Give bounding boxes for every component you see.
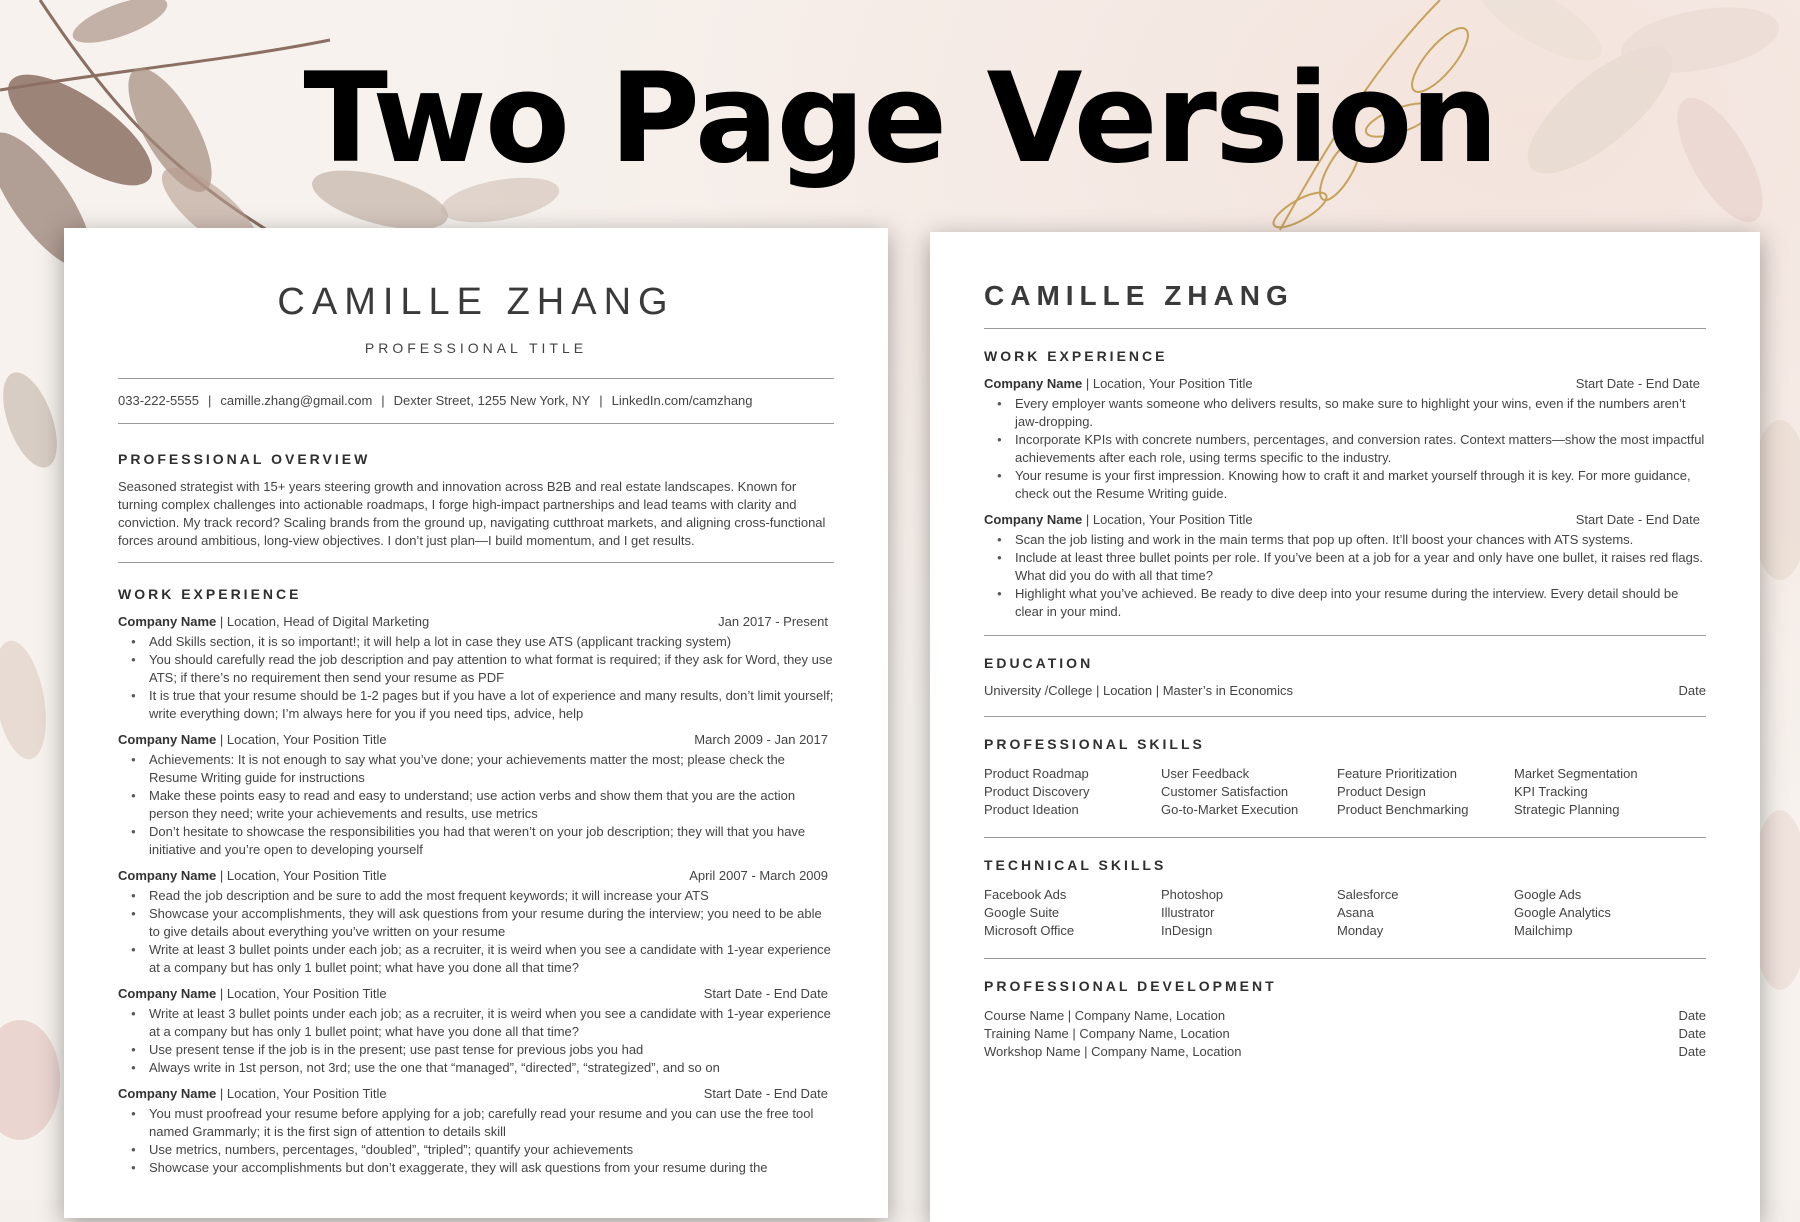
divider bbox=[984, 716, 1706, 717]
job-bullets bbox=[118, 887, 834, 977]
job-bullet: ● Showcase your accomplishments but don’t exaggerate, they will ask questions from your resume during the bbox=[149, 1159, 834, 1177]
job-bullet: ● You must proofread your resume before applying for a job; carefully read your resume and you can use the free tool named Grammarly; it is the first sign of attention to details skill bbox=[149, 1105, 834, 1141]
development-detail: Workshop Name | Company Name, Location bbox=[984, 1044, 1242, 1059]
professional-skills-heading: PROFESSIONAL SKILLS bbox=[984, 736, 1205, 752]
skills-column bbox=[984, 765, 1161, 819]
job-bullets bbox=[118, 751, 834, 859]
work-experience-list bbox=[984, 375, 1706, 621]
development-detail: Course Name | Company Name, Location bbox=[984, 1008, 1226, 1023]
job-bullet: ● Highlight what you’ve achieved. Be ready to dive deep into your resume during the interview. Every detail should be clear in your mind. bbox=[1015, 585, 1706, 621]
company-name: Company Name bbox=[118, 1086, 217, 1101]
job-bullets bbox=[118, 633, 834, 723]
skill-item: Salesforce bbox=[1337, 887, 1399, 902]
job-entry bbox=[118, 985, 834, 1077]
education-date: Date bbox=[1678, 683, 1706, 698]
development-date: Date bbox=[1678, 1008, 1706, 1023]
company-name: Company Name bbox=[984, 376, 1083, 391]
job-bullets bbox=[118, 1105, 834, 1177]
company-name: Company Name bbox=[118, 868, 217, 883]
job-bullet: ● It is true that your resume should be 1-2 pages but if you have a lot of experience and many results, don’t limit yourself; write everything down; I’m always here for you if you need tips, advice, help bbox=[149, 687, 834, 723]
skills-column bbox=[984, 886, 1161, 940]
company-name: Company Name bbox=[118, 614, 217, 629]
job-location-title: | Location, Your Position Title bbox=[216, 1086, 387, 1101]
job-header bbox=[118, 985, 834, 1003]
job-location-title: | Location, Head of Digital Marketing bbox=[216, 614, 430, 629]
job-header bbox=[984, 375, 1706, 393]
skill-item: Monday bbox=[1337, 923, 1384, 938]
resume-page-one bbox=[64, 228, 888, 1218]
linkedin: LinkedIn.com/camzhang bbox=[611, 393, 753, 408]
resume-page-two bbox=[930, 232, 1760, 1222]
education-heading: EDUCATION bbox=[984, 655, 1094, 671]
contact-separator: | bbox=[381, 393, 385, 408]
job-bullet: ● Scan the job listing and work in the main terms that pop up often. It’ll boost your chances with ATS systems. bbox=[1015, 531, 1706, 549]
job-entry bbox=[118, 867, 834, 977]
skill-item: KPI Tracking bbox=[1514, 784, 1588, 799]
development-row bbox=[984, 1007, 1706, 1025]
divider bbox=[984, 837, 1706, 838]
job-bullet: ● Every employer wants someone who delivers results, so make sure to highlight your wins, even if the numbers aren’t jaw-dropping. bbox=[1015, 395, 1706, 431]
development-row bbox=[984, 1025, 1706, 1043]
job-bullet: ● Incorporate KPIs with concrete numbers, percentages, and conversion rates. Context matters—show the most impactful achievements after each role, using terms specific to the industry. bbox=[1015, 431, 1706, 467]
job-header bbox=[118, 613, 834, 631]
skill-item: Market Segmentation bbox=[1514, 766, 1638, 781]
skill-item: Strategic Planning bbox=[1514, 802, 1620, 817]
job-bullets bbox=[118, 1005, 834, 1077]
skill-item: Product Roadmap bbox=[984, 766, 1089, 781]
work-experience-list bbox=[118, 613, 834, 1177]
skill-item: Illustrator bbox=[1161, 905, 1215, 920]
skill-item: Product Design bbox=[1337, 784, 1426, 799]
divider bbox=[118, 562, 834, 563]
candidate-name: CAMILLE ZHANG bbox=[277, 281, 675, 323]
job-dates: March 2009 - Jan 2017 bbox=[694, 732, 828, 747]
job-bullet: ● Always write in 1st person, not 3rd; use the one that “managed”, “directed”, “strategized”, and so on bbox=[149, 1059, 834, 1077]
job-header bbox=[118, 1085, 834, 1103]
job-dates: Start Date - End Date bbox=[703, 1086, 828, 1101]
divider bbox=[984, 958, 1706, 959]
skill-item: Photoshop bbox=[1161, 887, 1224, 902]
skill-item: Asana bbox=[1337, 905, 1374, 920]
job-entry bbox=[984, 375, 1706, 503]
job-bullet: ● Add Skills section, it is so important!; it will help a lot in case they use ATS (applicant tracking system) bbox=[149, 633, 834, 651]
development-list bbox=[984, 1007, 1706, 1061]
work-experience-heading: WORK EXPERIENCE bbox=[984, 348, 1168, 364]
job-dates: Jan 2017 - Present bbox=[718, 614, 828, 629]
skills-column bbox=[1337, 886, 1514, 940]
skills-column bbox=[1514, 886, 1694, 940]
job-location-title: | Location, Your Position Title bbox=[216, 986, 387, 1001]
job-dates: Start Date - End Date bbox=[1575, 512, 1700, 527]
overview-heading: PROFESSIONAL OVERVIEW bbox=[118, 451, 371, 467]
headline: Two Page Version bbox=[303, 47, 1497, 191]
skill-item: Microsoft Office bbox=[984, 923, 1075, 938]
job-bullets bbox=[984, 531, 1706, 621]
skill-item: Google Analytics bbox=[1514, 905, 1611, 920]
job-entry bbox=[984, 511, 1706, 621]
divider bbox=[118, 423, 834, 424]
company-name: Company Name bbox=[118, 986, 217, 1001]
development-detail: Training Name | Company Name, Location bbox=[984, 1026, 1230, 1041]
development-date: Date bbox=[1678, 1044, 1706, 1059]
email: camille.zhang@gmail.com bbox=[220, 393, 373, 408]
development-date: Date bbox=[1678, 1026, 1706, 1041]
contact-separator: | bbox=[207, 393, 212, 408]
phone: 033-222-5555 bbox=[118, 393, 199, 408]
job-bullet: ● You should carefully read the job description and pay attention to what format is required; if they ask for Word, they use ATS; if there’s no requirement then send your resume as PDF bbox=[149, 651, 834, 687]
job-location-title: | Location, Your Position Title bbox=[216, 868, 387, 883]
job-bullet: ● Read the job description and be sure to add the most frequent keywords; it will increase your ATS bbox=[149, 887, 834, 905]
job-bullet: ● Your resume is your first impression. Knowing how to craft it and market yourself through it is key. For more guidance, check out the Resume Writing guide. bbox=[1015, 467, 1706, 503]
company-name: Company Name bbox=[118, 732, 217, 747]
overview-text: Seasoned strategist with 15+ years steering growth and innovation across B2B and real estate landscapes. Known for turning complex challenges into actionable roadmaps, I forge high-impact partnerships and lead teams with clarity and conviction. My track record? Scaling brands from the ground up, navigating cutthroat markets, and aligning cross-functional forces around ambitious, long-view objectives. I don’t just plan—I build momentum, and I get results. bbox=[118, 479, 826, 548]
contact-line bbox=[118, 379, 834, 423]
job-bullet: ● Showcase your accomplishments, they will ask questions from your resume during the interview; you need to be able to give details about everything you’ve written on your resume bbox=[149, 905, 834, 941]
job-header bbox=[984, 511, 1706, 529]
skill-item: InDesign bbox=[1161, 923, 1213, 938]
job-location-title: | Location, Your Position Title bbox=[1082, 376, 1253, 391]
skill-item: Go-to-Market Execution bbox=[1161, 802, 1299, 817]
candidate-name: CAMILLE ZHANG bbox=[984, 280, 1294, 311]
technical-skills-grid bbox=[984, 886, 1706, 940]
professional-title: PROFESSIONAL TITLE bbox=[364, 340, 588, 356]
technical-skills-heading: TECHNICAL SKILLS bbox=[984, 857, 1167, 873]
skill-item: Product Discovery bbox=[984, 784, 1090, 799]
professional-skills-grid bbox=[984, 765, 1706, 819]
development-row bbox=[984, 1043, 1706, 1061]
skills-column bbox=[1161, 886, 1337, 940]
job-dates: Start Date - End Date bbox=[703, 986, 828, 1001]
job-bullet: ● Use present tense if the job is in the present; use past tense for previous jobs you had bbox=[149, 1041, 834, 1059]
job-entry bbox=[118, 1085, 834, 1177]
professional-development-heading: PROFESSIONAL DEVELOPMENT bbox=[984, 978, 1277, 994]
job-bullet: ● Include at least three bullet points per role. If you’ve been at a job for a year and only have one bullet, it raises red flags. What did you do with all that time? bbox=[1015, 549, 1706, 585]
job-bullet: ● Don’t hesitate to showcase the responsibilities you had that weren’t on your job description; they will that you have initiative and you’re open to developing yourself bbox=[149, 823, 834, 859]
job-bullet: ● Use metrics, numbers, percentages, “doubled”, “tripled”; quantify your achievements bbox=[149, 1141, 834, 1159]
job-location-title: | Location, Your Position Title bbox=[216, 732, 387, 747]
job-header bbox=[118, 731, 834, 749]
skill-item: Feature Prioritization bbox=[1337, 766, 1457, 781]
job-bullet: ● Achievements: It is not enough to say what you’ve done; your achievements matter the most; please check the Resume Writing guide for instructions bbox=[149, 751, 834, 787]
education-detail: University /College | Location | Master’s in Economics bbox=[984, 683, 1294, 698]
job-header bbox=[118, 867, 834, 885]
job-dates: Start Date - End Date bbox=[1575, 376, 1700, 391]
skill-item: Mailchimp bbox=[1514, 923, 1573, 938]
skills-column bbox=[1161, 765, 1337, 819]
job-entry bbox=[118, 613, 834, 723]
job-location-title: | Location, Your Position Title bbox=[1082, 512, 1253, 527]
skills-column bbox=[1337, 765, 1514, 819]
skill-item: User Feedback bbox=[1161, 766, 1250, 781]
company-name: Company Name bbox=[984, 512, 1083, 527]
education-row bbox=[984, 682, 1706, 700]
job-bullets bbox=[984, 395, 1706, 503]
skills-column bbox=[1514, 765, 1694, 819]
work-experience-heading: WORK EXPERIENCE bbox=[118, 586, 302, 602]
job-bullet: ● Write at least 3 bullet points under each job; as a recruiter, it is weird when you see a candidate with 1-year experience at a company but has only 1 bullet point; what have you done all that time? bbox=[149, 1005, 834, 1041]
job-entry bbox=[118, 731, 834, 859]
skill-item: Product Ideation bbox=[984, 802, 1079, 817]
job-bullet: ● Make these points easy to read and easy to understand; use action verbs and show them that you are the action person they need; write your achievements and results, use metrics bbox=[149, 787, 834, 823]
job-dates: April 2007 - March 2009 bbox=[689, 868, 828, 883]
job-bullet: ● Write at least 3 bullet points under each job; as a recruiter, it is weird when you see a candidate with 1-year experience at a company but has only 1 bullet point; what have you done all that time? bbox=[149, 941, 834, 977]
skill-item: Google Ads bbox=[1514, 887, 1582, 902]
skill-item: Product Benchmarking bbox=[1337, 802, 1469, 817]
contact-separator: | bbox=[599, 393, 603, 408]
divider bbox=[984, 328, 1706, 329]
divider bbox=[984, 635, 1706, 636]
skill-item: Customer Satisfaction bbox=[1161, 784, 1289, 799]
skill-item: Google Suite bbox=[984, 905, 1060, 920]
address: Dexter Street, 1255 New York, NY bbox=[393, 393, 591, 408]
skill-item: Facebook Ads bbox=[984, 887, 1067, 902]
